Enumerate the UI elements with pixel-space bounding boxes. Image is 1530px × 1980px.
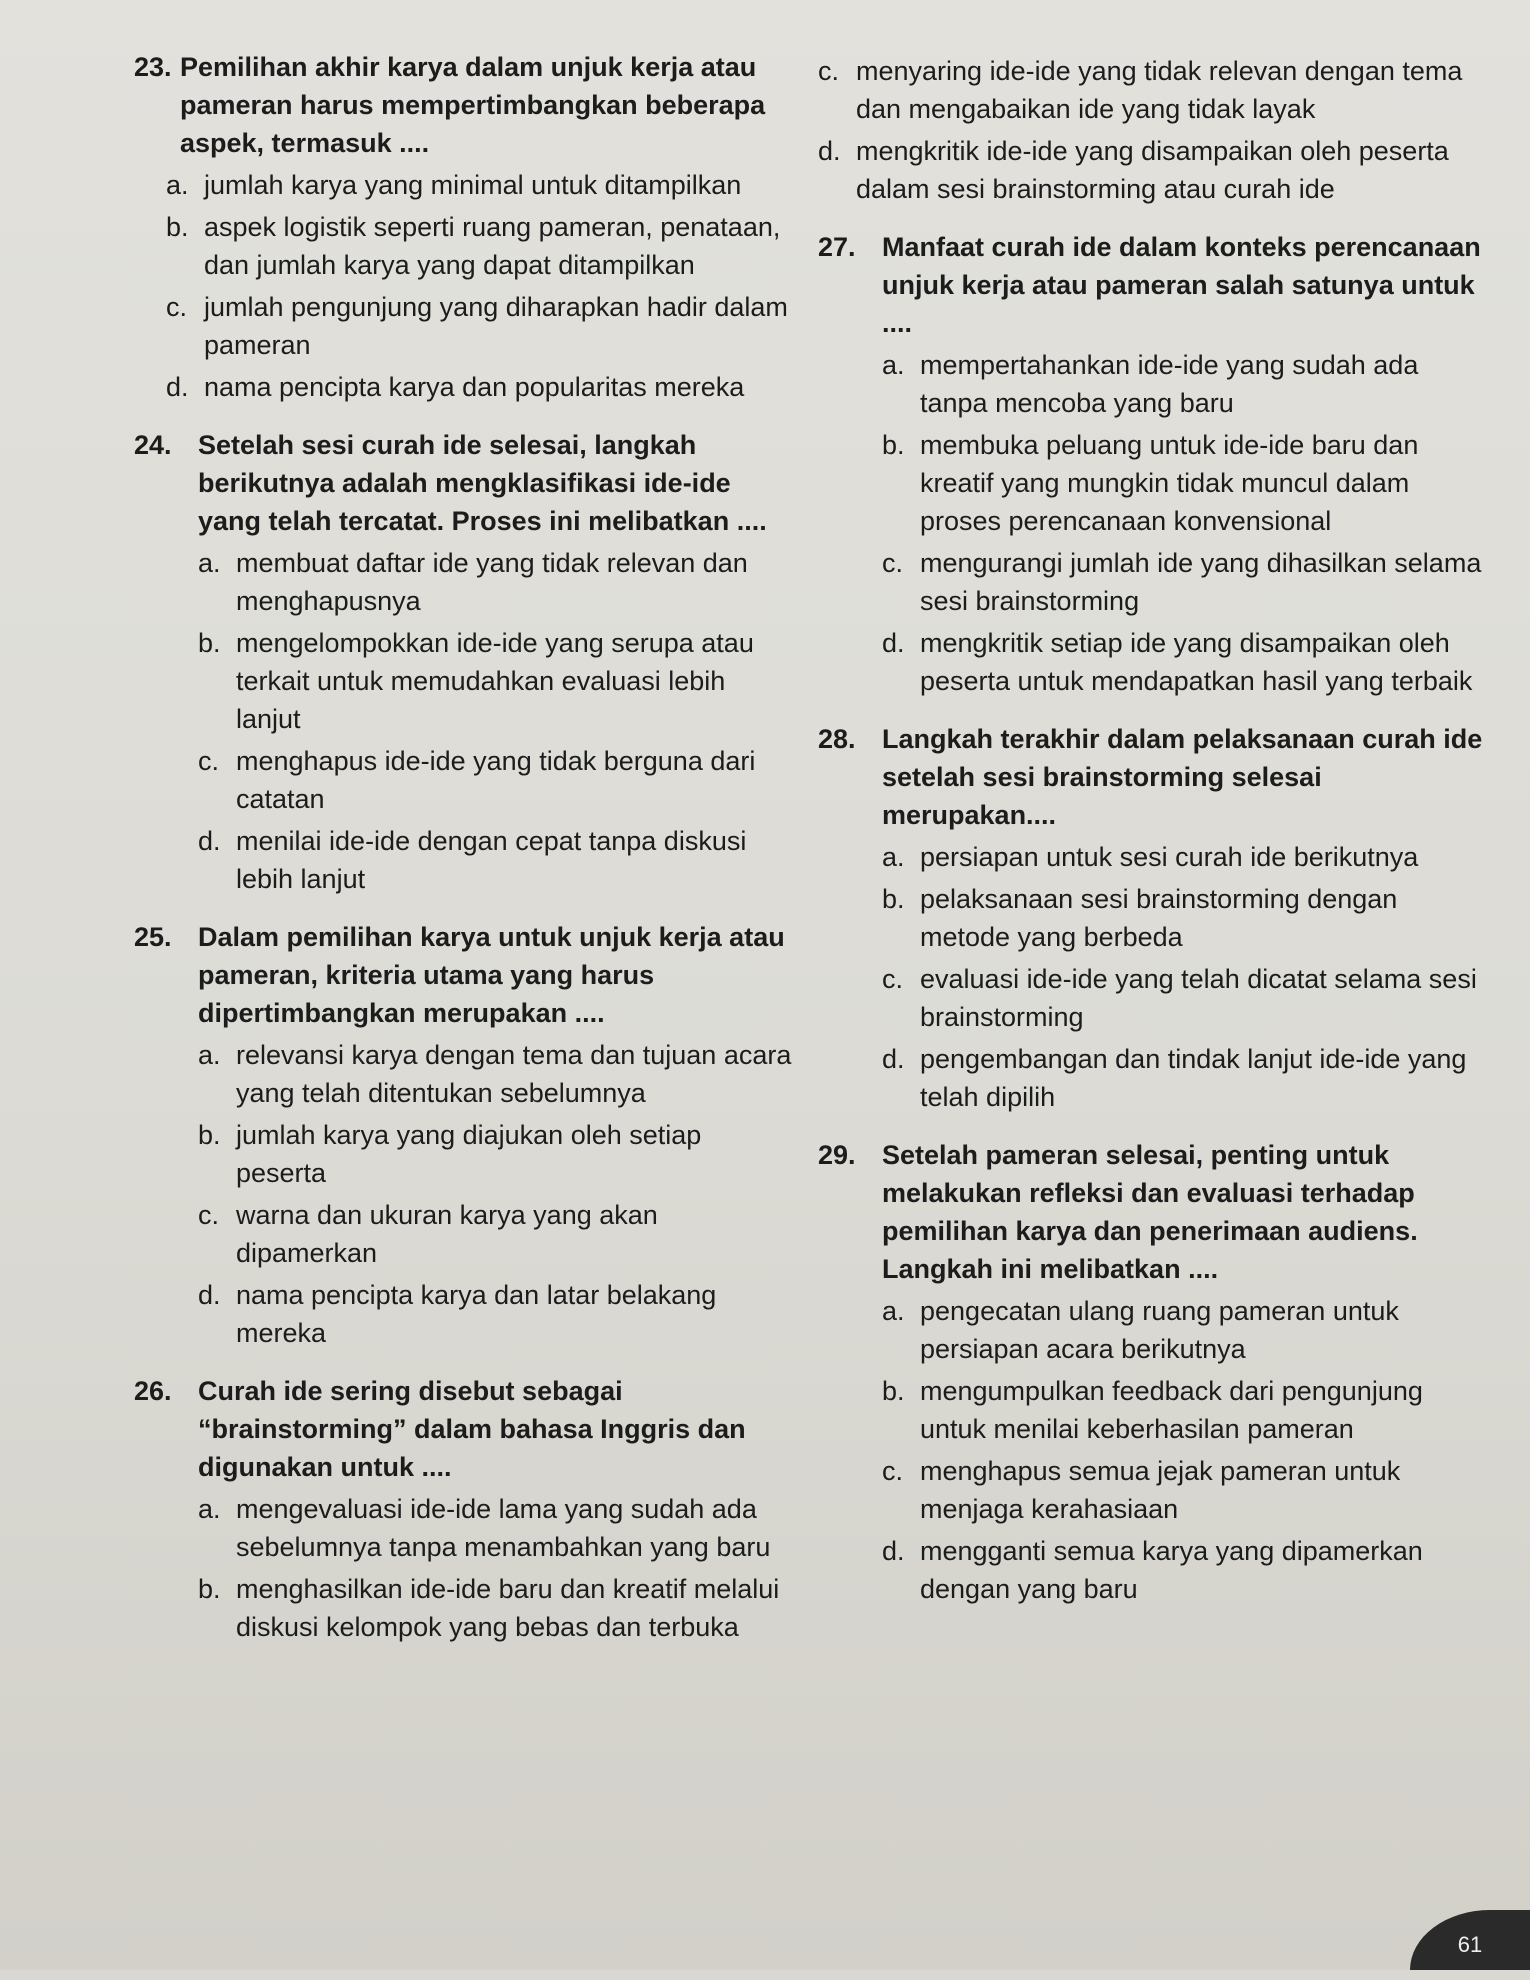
option-text: mengevaluasi ide-ide lama yang sudah ada sebelumnya tanpa menambahkan yang baru xyxy=(236,1494,771,1562)
option-label: d. xyxy=(198,1280,221,1310)
option-c[interactable] xyxy=(882,1452,1490,1528)
question-number: 23. xyxy=(134,52,172,82)
option-label: d. xyxy=(882,1536,905,1566)
option-b[interactable] xyxy=(882,880,1490,956)
option-d[interactable] xyxy=(818,132,1490,208)
option-c[interactable] xyxy=(166,288,794,364)
option-label: c. xyxy=(198,1200,220,1230)
option-label: c. xyxy=(882,548,904,578)
option-a[interactable] xyxy=(882,838,1490,876)
option-d[interactable] xyxy=(882,1040,1490,1116)
option-label: b. xyxy=(198,1574,221,1604)
option-text: relevansi karya dengan tema dan tujuan acara yang telah ditentukan sebelumnya xyxy=(236,1040,792,1108)
option-d[interactable] xyxy=(198,1276,794,1352)
option-text: mengkritik setiap ide yang disampaikan oleh peserta untuk mendapatkan hasil yang terbaik xyxy=(920,628,1473,696)
page-number: 61 xyxy=(1410,1910,1530,1970)
option-b[interactable] xyxy=(166,208,794,284)
option-text: mengganti semua karya yang dipamerkan dengan yang baru xyxy=(920,1536,1423,1604)
option-label: c. xyxy=(882,1456,904,1486)
option-a[interactable] xyxy=(166,166,794,204)
option-c[interactable] xyxy=(818,52,1490,128)
right-column xyxy=(818,48,1490,1628)
option-text: menilai ide-ide dengan cepat tanpa diskusi lebih lanjut xyxy=(236,826,747,894)
question-text: Setelah sesi curah ide selesai, langkah berikutnya adalah mengklasifikasi ide-ide yang telah tercatat. Proses ini melibatkan .... xyxy=(198,430,767,536)
question-24 xyxy=(134,426,794,898)
option-label: a. xyxy=(198,1494,221,1524)
question-26 xyxy=(134,1372,794,1646)
option-b[interactable] xyxy=(882,1372,1490,1448)
option-a[interactable] xyxy=(198,1036,794,1112)
option-label: b. xyxy=(166,212,189,242)
option-label: b. xyxy=(882,884,905,914)
option-label: a. xyxy=(882,350,905,380)
option-text: jumlah karya yang minimal untuk ditampilkan xyxy=(204,170,742,200)
option-label: d. xyxy=(882,628,905,658)
option-label: b. xyxy=(198,628,221,658)
option-label: b. xyxy=(198,1120,221,1150)
question-text: Langkah terakhir dalam pelaksanaan curah ide setelah sesi brainstorming selesai merupakan.... xyxy=(882,724,1483,830)
option-text: menghapus semua jejak pameran untuk menjaga kerahasiaan xyxy=(920,1456,1401,1524)
option-text: mengelompokkan ide-ide yang serupa atau terkait untuk memudahkan evaluasi lebih lanjut xyxy=(236,628,754,734)
option-text: nama pencipta karya dan latar belakang mereka xyxy=(236,1280,717,1348)
question-number: 29. xyxy=(818,1140,856,1170)
option-text: aspek logistik seperti ruang pameran, penataan, dan jumlah karya yang dapat ditampilkan xyxy=(204,212,781,280)
option-text: menyaring ide-ide yang tidak relevan dengan tema dan mengabaikan ide yang tidak layak xyxy=(856,56,1463,124)
question-text: Manfaat curah ide dalam konteks perencanaan unjuk kerja atau pameran salah satunya untuk .... xyxy=(882,232,1481,338)
option-label: b. xyxy=(882,1376,905,1406)
option-text: jumlah karya yang diajukan oleh setiap peserta xyxy=(236,1120,702,1188)
question-number: 25. xyxy=(134,922,172,952)
option-c[interactable] xyxy=(882,960,1490,1036)
option-a[interactable] xyxy=(198,1490,794,1566)
question-number: 27. xyxy=(818,232,856,262)
option-text: persiapan untuk sesi curah ide berikutnya xyxy=(920,842,1419,872)
option-text: mengumpulkan feedback dari pengunjung untuk menilai keberhasilan pameran xyxy=(920,1376,1423,1444)
option-label: a. xyxy=(198,548,221,578)
option-label: d. xyxy=(818,136,841,166)
question-26-continued xyxy=(818,52,1490,208)
question-text: Setelah pameran selesai, penting untuk melakukan refleksi dan evaluasi terhadap pemilihan karya dan penerimaan audiens. Langkah ini melibatkan .... xyxy=(882,1140,1418,1284)
question-number: 28. xyxy=(818,724,856,754)
question-29 xyxy=(818,1136,1490,1608)
option-label: d. xyxy=(882,1044,905,1074)
option-label: b. xyxy=(882,430,905,460)
option-text: pelaksanaan sesi brainstorming dengan metode yang berbeda xyxy=(920,884,1398,952)
option-text: warna dan ukuran karya yang akan dipamerkan xyxy=(236,1200,658,1268)
option-text: membuka peluang untuk ide-ide baru dan kreatif yang mungkin tidak muncul dalam proses perencanaan konvensional xyxy=(920,430,1419,536)
option-label: c. xyxy=(882,964,904,994)
option-text: pengembangan dan tindak lanjut ide-ide yang telah dipilih xyxy=(920,1044,1467,1112)
option-b[interactable] xyxy=(198,1570,794,1646)
option-label: c. xyxy=(166,292,188,322)
question-text: Dalam pemilihan karya untuk unjuk kerja atau pameran, kriteria utama yang harus dipertimbangkan merupakan .... xyxy=(198,922,785,1028)
option-label: a. xyxy=(166,170,189,200)
question-number: 24. xyxy=(134,430,172,460)
option-text: pengecatan ulang ruang pameran untuk persiapan acara berikutnya xyxy=(920,1296,1399,1364)
option-c[interactable] xyxy=(198,1196,794,1272)
option-label: c. xyxy=(198,746,220,776)
question-23 xyxy=(134,48,794,406)
option-label: a. xyxy=(198,1040,221,1070)
option-d[interactable] xyxy=(198,822,794,898)
option-c[interactable] xyxy=(882,544,1490,620)
option-label: a. xyxy=(882,842,905,872)
option-text: membuat daftar ide yang tidak relevan dan menghapusnya xyxy=(236,548,748,616)
option-b[interactable] xyxy=(882,426,1490,540)
option-d[interactable] xyxy=(882,1532,1490,1608)
option-text: evaluasi ide-ide yang telah dicatat selama sesi brainstorming xyxy=(920,964,1477,1032)
option-text: jumlah pengunjung yang diharapkan hadir dalam pameran xyxy=(204,292,788,360)
option-text: menghasilkan ide-ide baru dan kreatif melalui diskusi kelompok yang bebas dan terbuka xyxy=(236,1574,780,1642)
option-text: mengkritik ide-ide yang disampaikan oleh peserta dalam sesi brainstorming atau curah ide xyxy=(856,136,1449,204)
option-b[interactable] xyxy=(198,1116,794,1192)
question-25 xyxy=(134,918,794,1352)
question-number: 26. xyxy=(134,1376,172,1406)
option-b[interactable] xyxy=(198,624,794,738)
left-column xyxy=(134,48,794,1666)
option-text: mempertahankan ide-ide yang sudah ada tanpa mencoba yang baru xyxy=(920,350,1419,418)
option-d[interactable] xyxy=(166,368,794,406)
option-d[interactable] xyxy=(882,624,1490,700)
option-label: d. xyxy=(198,826,221,856)
option-label: d. xyxy=(166,372,189,402)
option-text: menghapus ide-ide yang tidak berguna dari catatan xyxy=(236,746,756,814)
option-text: mengurangi jumlah ide yang dihasilkan selama sesi brainstorming xyxy=(920,548,1482,616)
question-text: Pemilihan akhir karya dalam unjuk kerja atau pameran harus mempertimbangkan beberapa aspek, termasuk .... xyxy=(180,52,766,158)
option-label: c. xyxy=(818,56,840,86)
option-a[interactable] xyxy=(882,1292,1490,1368)
question-28 xyxy=(818,720,1490,1116)
option-a[interactable] xyxy=(198,544,794,620)
question-27 xyxy=(818,228,1490,700)
option-label: a. xyxy=(882,1296,905,1326)
option-a[interactable] xyxy=(882,346,1490,422)
option-text: nama pencipta karya dan popularitas mereka xyxy=(204,372,745,402)
option-c[interactable] xyxy=(198,742,794,818)
question-text: Curah ide sering disebut sebagai “brainstorming” dalam bahasa Inggris dan digunakan untuk .... xyxy=(198,1376,746,1482)
